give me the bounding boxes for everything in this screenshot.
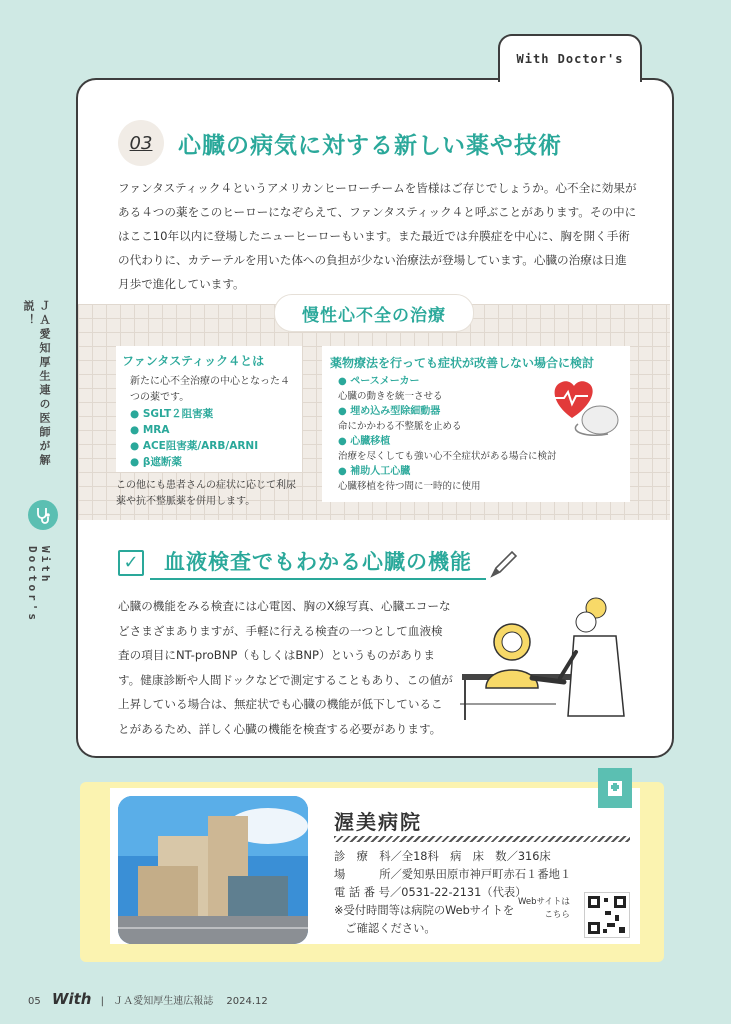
list-item: ● 心臓移植 治療を尽くしても強い心不全症状がある場合に検討 [338,436,557,462]
list-item: ● 補助人工心臓 心臓移植を待つ間に一時的に使用 [338,466,481,492]
list-item: ● SGLT２阻害薬 [130,408,214,420]
hospital-photo [118,796,308,944]
treatment-box [322,346,630,502]
treatment-title: 薬物療法を行っても症状が改善しない場合に検討 [330,356,595,370]
header-tab: With Doctor's [498,34,642,82]
section1-title: 心臓の病気に対する新しい薬や技術 [178,133,562,159]
footer-date: 2024.12 [226,996,268,1007]
hospital-info [334,848,571,938]
blood-test-illustration [456,592,642,732]
list-item: ● ペースメーカー 心臓の動きを統一させる [338,376,443,402]
footer-publication: ＪＡ愛知厚生連広報誌 [113,996,214,1007]
chronic-title: 慢性心不全の治療 [274,294,474,332]
fantastic4-note: この他にも患者さんの症状に応じて利尿薬や抗不整脈薬を併用します。 [116,480,296,507]
hospital-note2: ご確認ください。 [334,922,436,935]
footer: 05 With | ＪＡ愛知厚生連広報誌 2024.12 [28,990,268,1008]
pacemaker-icon [548,374,624,442]
section1-body: ファンタスティック４というアメリカンヒーローチームを皆様はご存じでしょうか。心不全に効果がある４つの薬をこのヒーローになぞらえて、ファンタスティック４と呼ぶことがあります。その中にはここ10年以内に登場したニューヒーローもいます。また最近では弁膜症を中心に、胸を開く手術の代わりに、カテーテルを用いた体への負担が少ない治療法が登場しています。心臓の治療は日進月歩で進化しています。 [118,181,637,291]
list-item: ● MRA [130,424,170,436]
list-item: ● β遮断薬 [130,456,182,468]
section2-body: 心臓の機能をみる検査には心電図、胸のX線写真、心臓エコーなどさまざまありますが、手軽に行える検査の一つとして血液検査の項目にNT-proBNP（もしくはBNP）というものがあります。健康診断や人間ドックなどで測定することもあり、この値が上昇している場合は、無症状でも心臓の機能が低下していることがあるため、詳しく心臓の機能を検査する必要があります。 [118,599,453,736]
fantastic4-box [116,346,302,472]
fantastic4-title: ファンタスティック４とは [122,354,265,368]
footer-brand: With [51,990,92,1008]
stethoscope-icon [28,500,58,530]
list-item: ● 埋め込み型除細動器 命にかかわる不整脈を止める [338,406,462,432]
hospital-beds: 病 床 数／316床 [450,850,551,863]
pencil-icon [486,548,520,582]
side-brand: With Doctor's [26,546,52,623]
hospital-dept: 診 療 科／全18科 [334,850,439,863]
hospital-name: 渥美病院 [334,810,422,834]
section-number: 03 [118,120,164,166]
side-title: ＪＡ愛知厚生連の医師が解説！ [22,300,51,468]
hospital-note1: ※受付時間等は病院のWebサイトを [334,904,515,917]
hospital-rule [334,836,630,842]
hospital-address: 場 所／愛知県田原市神戸町赤石１番地１ [334,868,572,881]
hospital-icon [598,768,632,808]
qr-code[interactable] [584,892,630,938]
fantastic4-intro: 新たに心不全治療の中心となった４つの薬です。 [130,376,290,403]
hospital-phone: 電 話 番 号／0531-22-2131（代表） [334,886,527,899]
page-number: 05 [28,996,41,1007]
list-item: ● ACE阻害薬/ARB/ARNI [130,440,259,452]
web-label: Webサイトは こちら [518,897,570,920]
section2-heading: 血液検査でもわかる心臓の機能 [150,546,486,580]
checkbox-icon: ✓ [118,550,144,576]
